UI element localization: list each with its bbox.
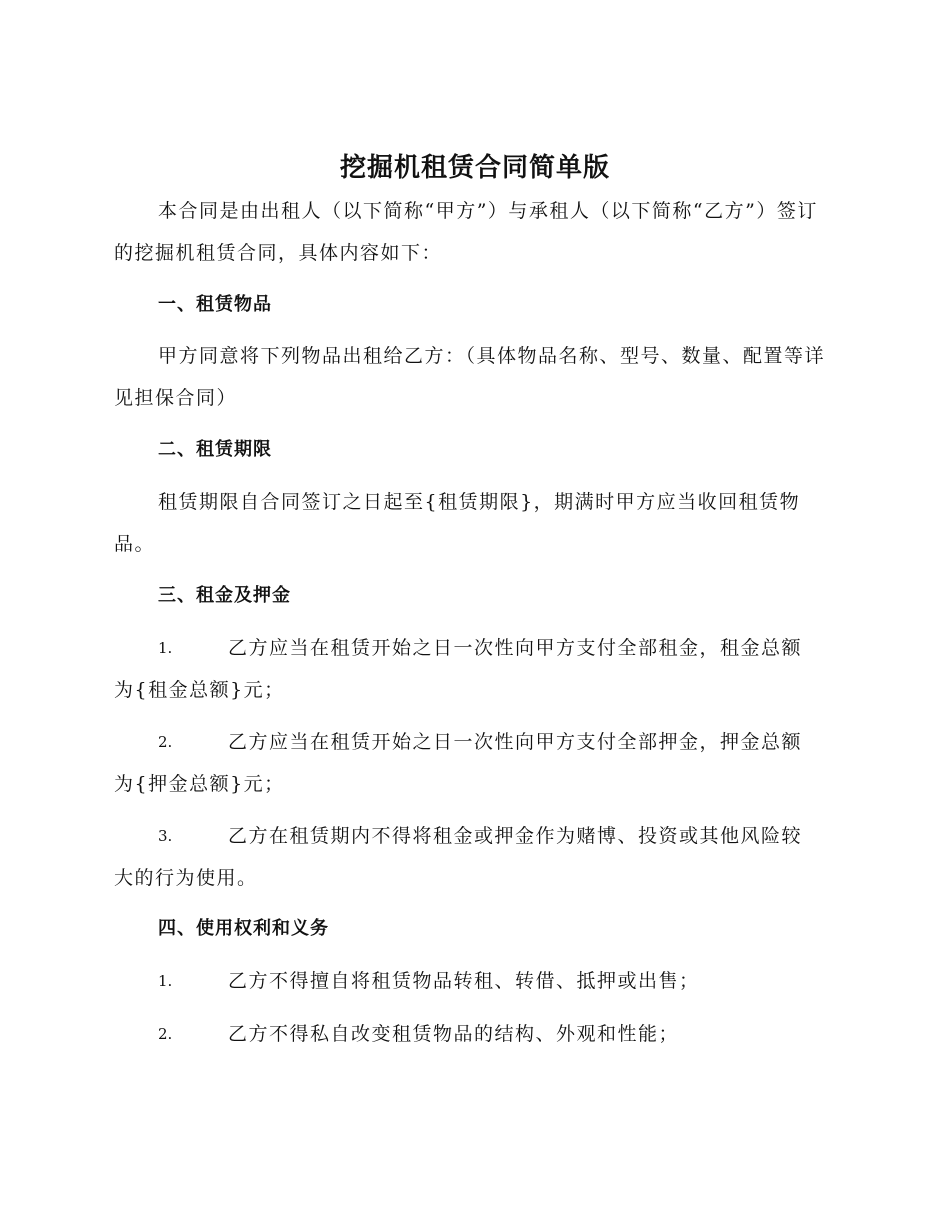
list-item [114, 960, 834, 1002]
document-title: 挖掘机租赁合同简单版 [339, 153, 610, 183]
list-item-number: 1. [158, 972, 173, 990]
list-item-text: 乙方不得擅自将租赁物品转租、转借、抵押或出售； [228, 970, 700, 992]
section-heading-usage-rights: 四、使用权利和义务 [158, 918, 329, 939]
list-item-text: 乙方不得私自改变租赁物品的结构、外观和性能； [228, 1023, 680, 1045]
list-item [114, 721, 834, 805]
list-item-text: 乙方应当在租赁开始之日一次性向甲方支付全部押金，押金总额 [228, 731, 803, 753]
intro-paragraph: 本合同是由出租人（以下简称“甲方”）与承租人（以下简称“乙方”）签订的挖掘机租赁合同，具体内容如下： [114, 200, 818, 264]
list-item [114, 815, 834, 899]
list-item-text: 乙方应当在租赁开始之日一次性向甲方支付全部租金，租金总额 [228, 637, 803, 659]
section-heading-rental-items: 一、租赁物品 [158, 294, 272, 315]
section-body-rental-term: 租赁期限自合同签订之日起至{租赁期限}，期满时甲方应当收回租赁物品。 [114, 491, 801, 555]
list-item [114, 1013, 834, 1055]
list-item-text-continued: 大的行为使用。 [114, 867, 258, 889]
list-item-text: 乙方在租赁期内不得将租金或押金作为赌博、投资或其他风险较 [228, 825, 803, 847]
list-item-number: 2. [158, 733, 173, 751]
list-item-number: 1. [158, 639, 173, 657]
section-heading-rent-deposit: 三、租金及押金 [158, 585, 291, 606]
list-item-text-continued: 为{租金总额}元； [114, 679, 285, 701]
list-item-text-continued: 为{押金总额}元； [114, 773, 285, 795]
list-item [114, 627, 834, 711]
list-item-number: 2. [158, 1025, 173, 1043]
section-body-rental-items: 甲方同意将下列物品出租给乙方：（具体物品名称、型号、数量、配置等详见担保合同） [114, 345, 826, 409]
section-heading-rental-term: 二、租赁期限 [158, 439, 272, 460]
list-item-number: 3. [158, 827, 173, 845]
